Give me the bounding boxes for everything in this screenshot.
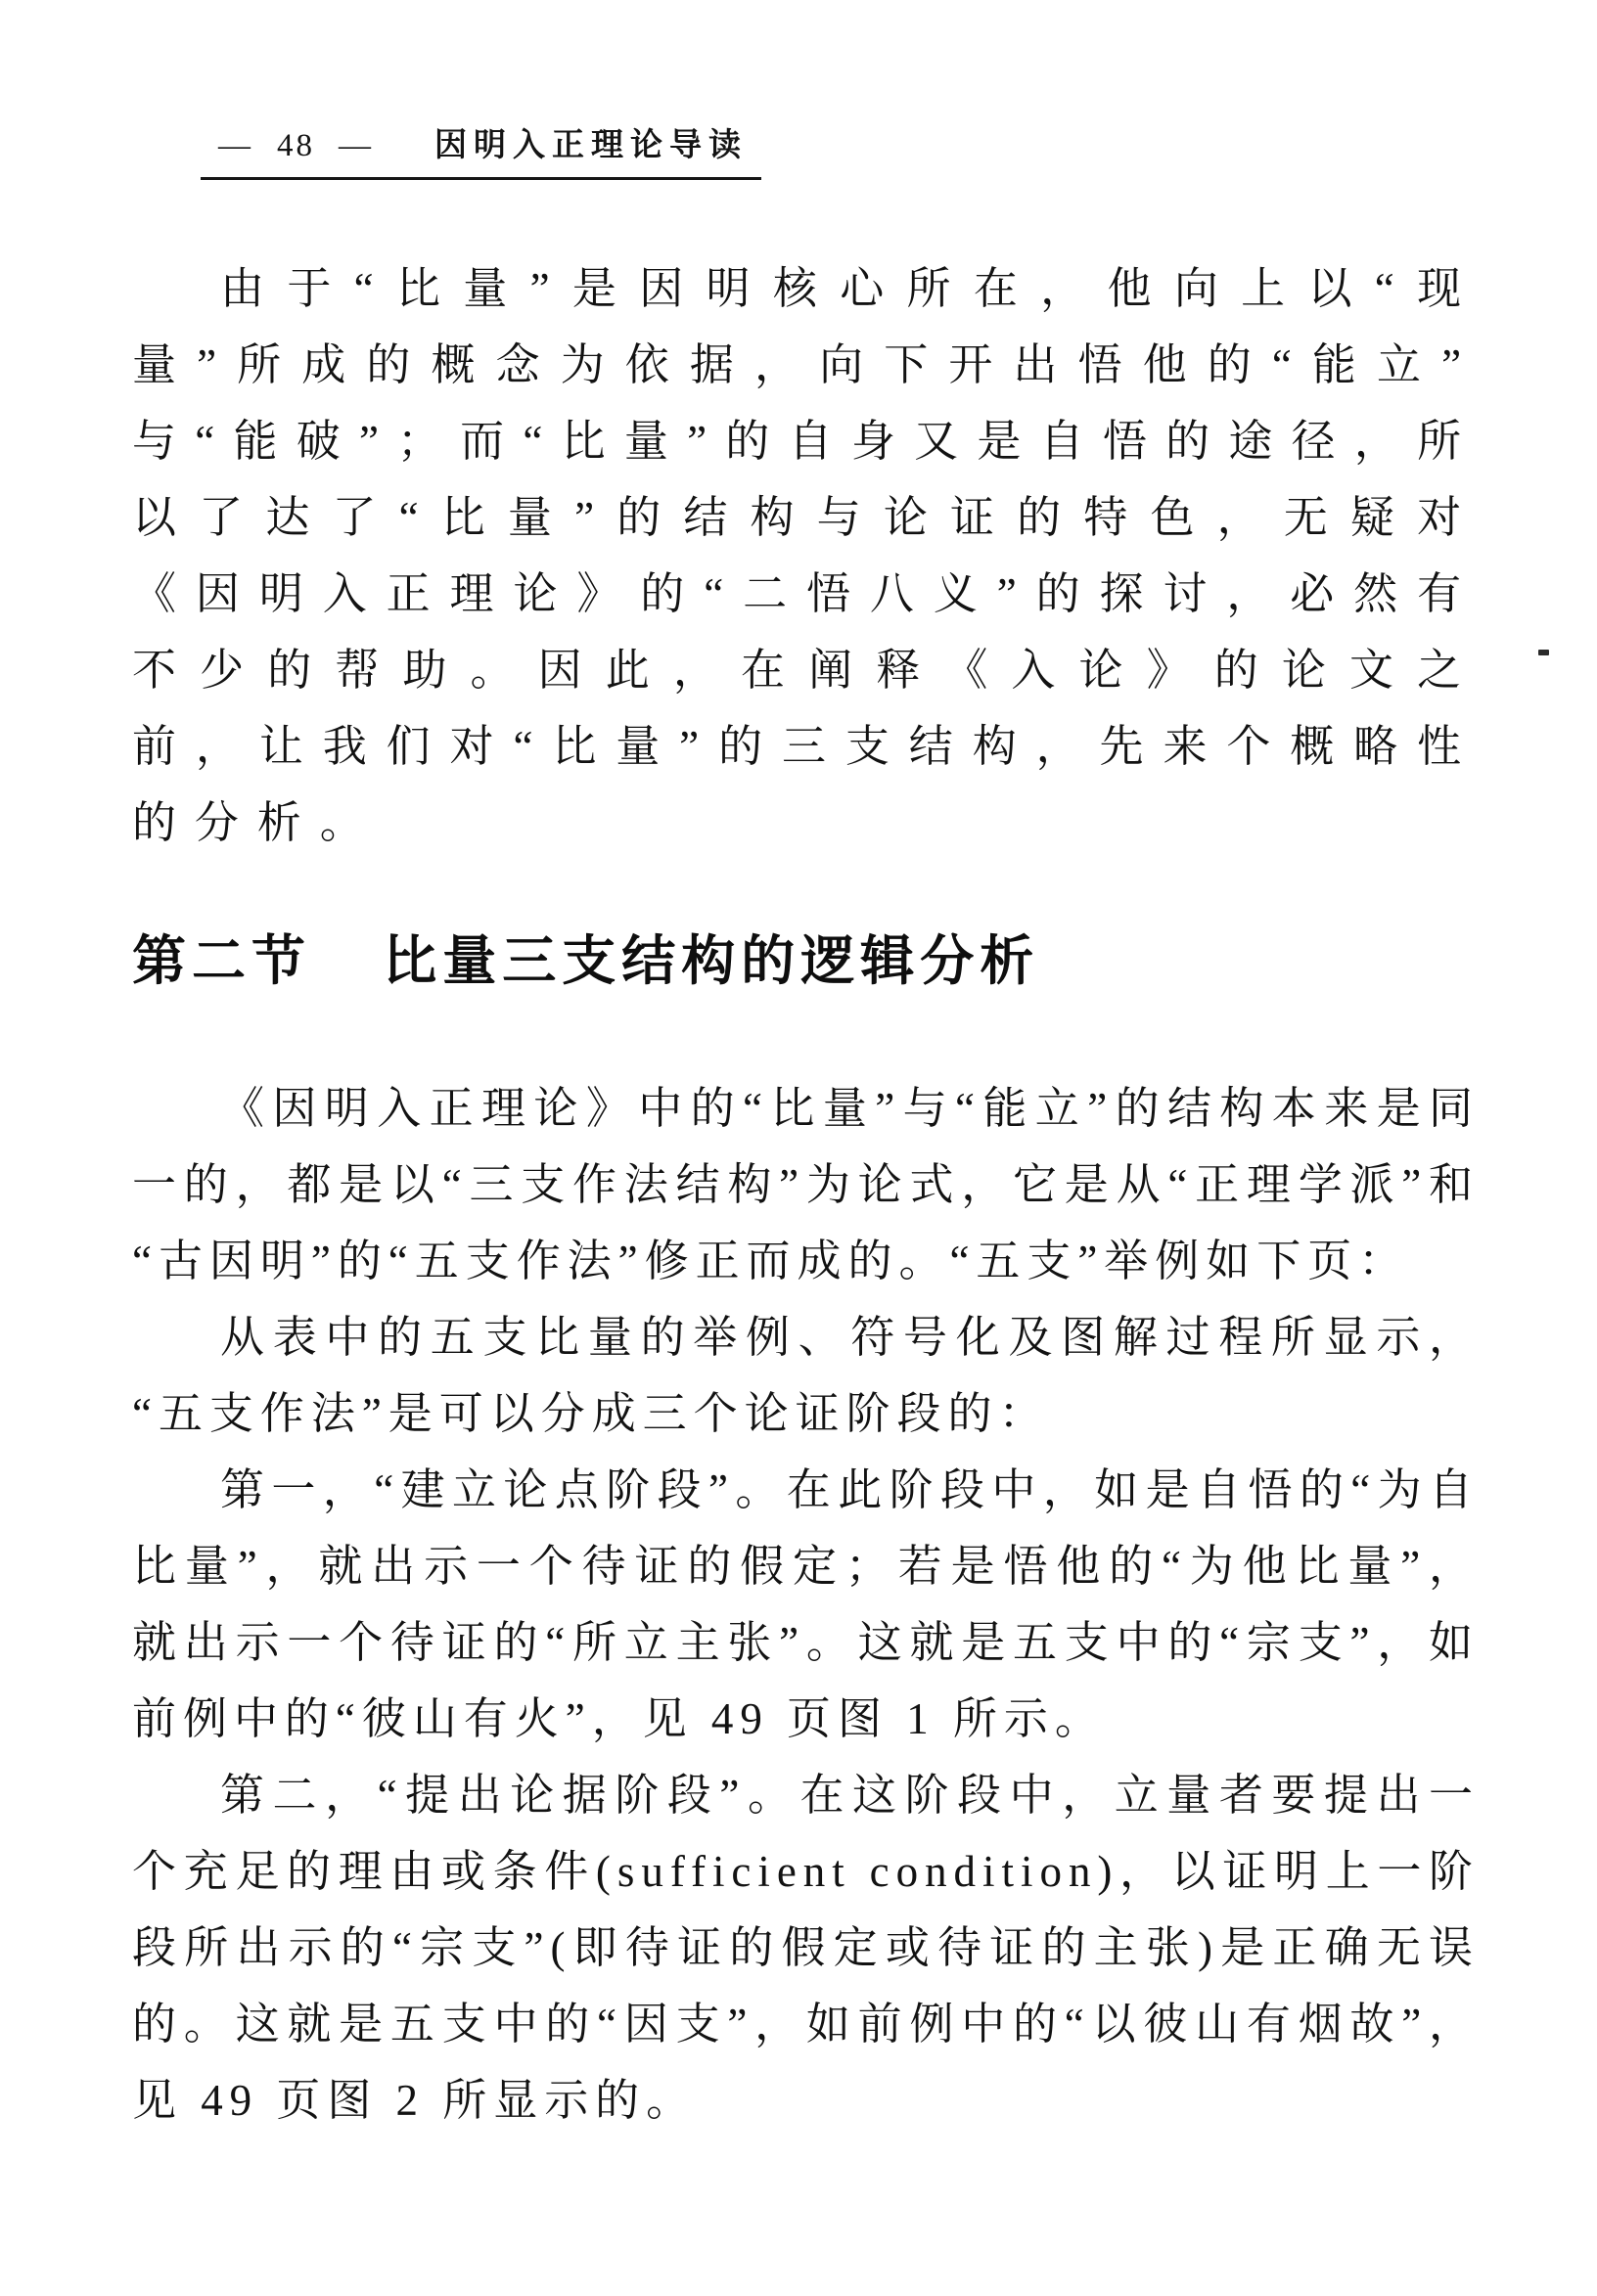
header-dash-left: — [218,128,253,163]
paragraph-stage-two: 第二，“提出论据阶段”。在这阶段中，立量者要提出一个充足的理由或条件(sufficient condition)，以证明上一阶段所出示的“宗支”(即待证的假定或待证的主张)是正确无误的。这就是五支中的“因支”，如前例中的“以彼山有烟故”，见 49 页图 2 所显示的。 [132,1771,1480,2125]
paragraph-three-stages: 从表中的五支比量的举例、符号化及图解过程所显示，“五支作法”是可以分成三个论证阶段的： [132,1313,1480,1438]
book-title: 因明入正理论导读 [434,128,748,163]
page-header [201,119,761,180]
header-dash-right: — [339,128,374,163]
section-number: 第二节 [132,930,312,991]
section-heading [132,931,1480,990]
scan-artifact [1538,650,1549,655]
page-body [132,250,1480,2138]
paragraph-structure-origin: 《因明入正理论》中的“比量”与“能立”的结构本来是同一的，都是以“三支作法结构”为论式，它是从“正理学派”和“古因明”的“五支作法”修正而成的。“五支”举例如下页： [132,1084,1480,1285]
paragraph-intro: 由于“比量”是因明核心所在，他向上以“现量”所成的概念为依据，向下开出悟他的“能立”与“能破”；而“比量”的自身又是自悟的途径，所以了达了“比量”的结构与论证的特色，无疑对《因明入正理论》的“二悟八义”的探讨，必然有不少的帮助。因此，在阐释《入论》的论文之前，让我们对“比量”的三支结构，先来个概略性的分析。 [132,264,1480,847]
paragraph-stage-one: 第一，“建立论点阶段”。在此阶段中，如是自悟的“为自比量”，就出示一个待证的假定；若是悟他的“为他比量”，就出示一个待证的“所立主张”。这就是五支中的“宗支”，如前例中的“彼山有火”，见 49 页图 1 所示。 [132,1465,1480,1743]
section-title: 比量三支结构的逻辑分析 [383,930,1040,991]
page-number: 48 [277,128,315,163]
